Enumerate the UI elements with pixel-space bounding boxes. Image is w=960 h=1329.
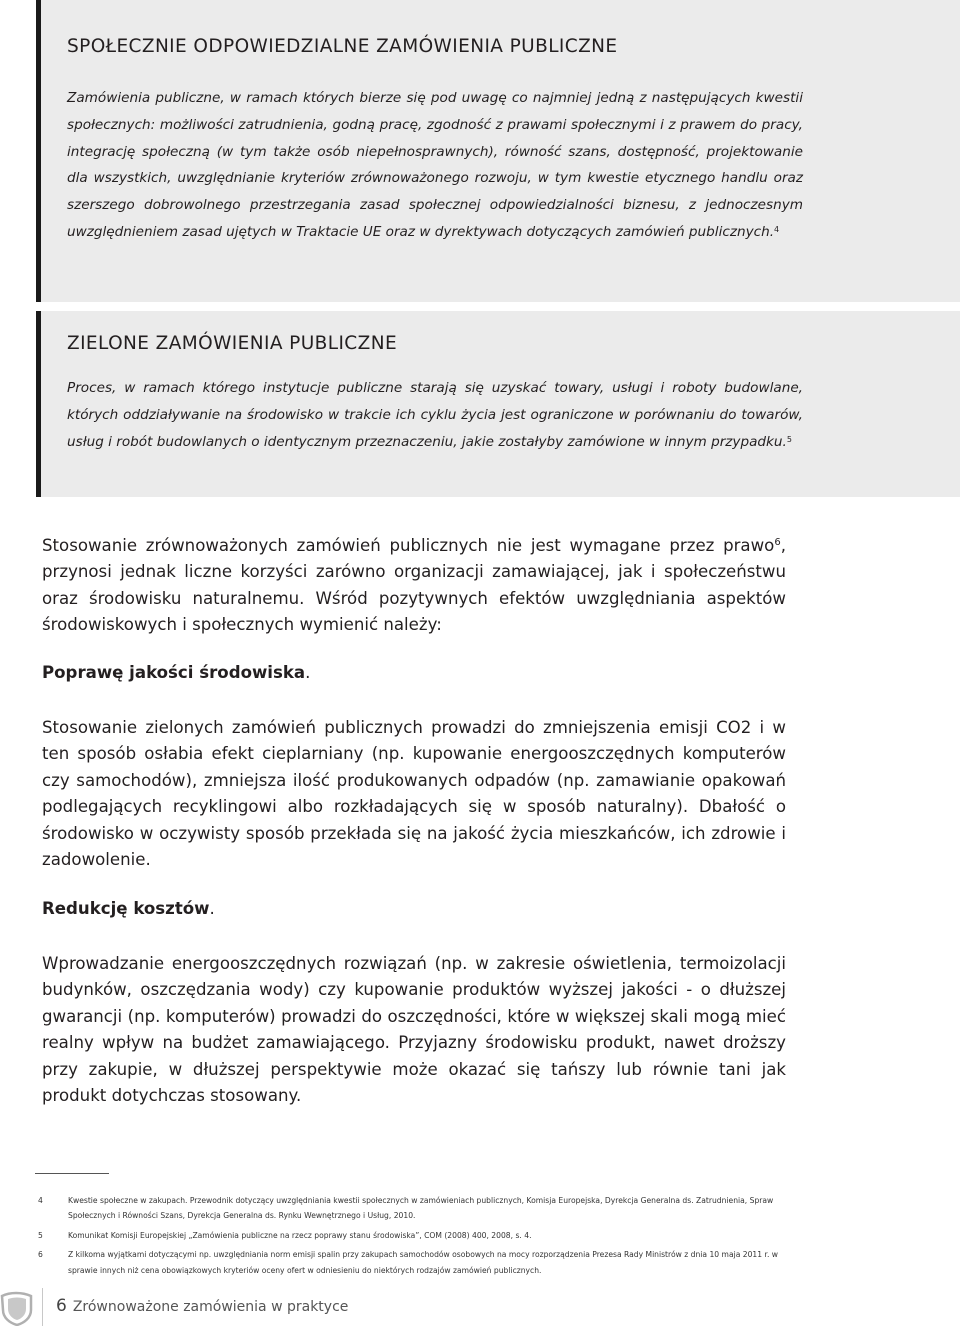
leaf-logo-icon	[0, 1290, 34, 1326]
publication-title: Zrównoważone zamówienia w praktyce	[72, 1299, 349, 1315]
footnote-number: 4	[38, 1196, 43, 1205]
definition-box-green	[36, 311, 960, 497]
box-accent-bar	[36, 311, 41, 497]
footnote-divider	[35, 1173, 109, 1174]
footer-divider	[42, 1288, 43, 1326]
box-accent-bar	[36, 0, 41, 302]
box-title-social: SPOŁECZNIE ODPOWIEDZIALNE ZAMÓWIENIA PUBLICZNE	[67, 36, 618, 57]
page-number: 6	[56, 1296, 67, 1316]
box-text-green-body: Proces, w ramach którego instytucje publiczne starają się uzyskać towary, usługi i roboty budowlane, których oddziaływanie na środowisko w trakcie ich cyklu życia jest ograniczone w porównaniu do towarów, usług i robót budowlanych o identycznym przeznaczeniu, jakie zostałyby zamówione w innym przypadku.	[67, 380, 803, 450]
footnote-number: 6	[38, 1250, 43, 1260]
footnote-text: Kwestie społeczne w zakupach. Przewodnik dotyczący uwzględniania kwestii społecznych w zamówieniach publicznych, Komisja Europejska, Dyrekcja Generalna ds. Zatrudnienia, Spraw Społecznych i Równości Szans, Dyrekcja Generalna ds. Rynku Wewnętrznego i Usług, 2010.	[68, 1196, 774, 1221]
footnote-item	[38, 1193, 790, 1224]
paragraph-costs: Wprowadzanie energooszczędnych rozwiązań (np. w zakresie oświetlenia, termoizolacji budynków, oszczędzania wody) czy kupowanie produktów wyższej jakości - o dłuższej gwarancji (np. komputerów) prowadzi do oszczędności, które w większej skali mogą mieć realny wpływ na budżet zamawiającego. Przyjazny środowisku produkt, nawet droższy przy zakupie, w dłuższej perspektywie może okazać się tańszy lub równie tani jak produkt dotychczas stosowany.	[42, 954, 786, 1106]
footnotes	[38, 1193, 790, 1282]
footnote-text: Z kilkoma wyjątkami dotyczącymi np. uwzględniania norm emisji spalin przy zakupach samochodów osobowych na mocy rozporządzenia Prezesa Rady Ministrów z dnia 10 maja 2011 r. w sprawie innych niż cena obowiązkowych kryteriów oceny ofert w odniesieniu do niektórych rodzajów zamówień publicznych.	[68, 1250, 778, 1275]
footnote-ref-5[interactable]: 5	[786, 434, 792, 444]
box-title-green: ZIELONE ZAMÓWIENIA PUBLICZNE	[67, 333, 398, 354]
footnote-ref-6[interactable]: 6	[774, 537, 781, 548]
box-text-social-body: Zamówienia publiczne, w ramach których bierze się pod uwagę co najmniej jedną z następujących kwestii społecznych: możliwości zatrudnienia, godną pracę, zgodność z prawami społecznymi i z prawem do pracy, integrację społeczną (w tym także osób niepełnosprawnych), równość szans, dostępność, projektowanie dla wszystkich, uwzględnianie kryteriów zrównoważonego rozwoju, w tym kwestie etycznego handlu oraz szerszego dobrowolnego przestrzegania zasad społecznej odpowiedzialności biznesu, z jednoczesnym uwzględnieniem zasad ujętych w Traktacie UE oraz w dyrektywach dotyczących zamówień publicznych.	[67, 90, 803, 240]
paragraph-intro	[42, 533, 786, 639]
page-footer	[56, 1296, 348, 1316]
benefit-heading-environment-text: Poprawę jakości środowiska	[42, 663, 306, 682]
paragraph-environment: Stosowanie zielonych zamówień publicznych prowadzi do zmniejszenia emisji CO2 i w ten sposób osłabia efekt cieplarniany (np. kupowanie energooszczędnych komputerów czy samochodów), zmniejsza ilość produkowanych odpadów (np. zamawianie opakowań podlegających recyklingowi albo rozkładających się w sposób naturalny). Dbałość o środowisko w oczywisty sposób przekłada się na jakość życia mieszkańców, ich zdrowie i zadowolenie.	[42, 718, 786, 870]
footnote-number: 5	[38, 1230, 43, 1240]
benefit-heading-costs: Redukcję kosztów.	[42, 899, 215, 918]
footnote-text: Komunikat Komisji Europejskiej „Zamówienia publiczne na rzecz poprawy stanu środowiska”, COM (2008) 400, 2008, s. 4.	[68, 1230, 532, 1240]
box-text-green	[67, 375, 803, 455]
footnote-item	[38, 1247, 790, 1278]
footnote-item	[38, 1228, 790, 1243]
definition-box-social	[36, 0, 960, 302]
box-text-social	[67, 85, 803, 246]
benefit-heading-environment: Poprawę jakości środowiska.	[42, 663, 311, 682]
benefit-heading-costs-text: Redukcję kosztów	[42, 899, 210, 918]
paragraph-intro-a: Stosowanie zrównoważonych zamówień publicznych nie jest wymagane przez prawo	[42, 536, 775, 555]
paragraph-intro-b: , przynosi jednak liczne korzyści zarówno organizacji zamawiającej, jak i społeczeństwu oraz środowisku naturalnemu. Wśród pozytywnych efektów uwzględniania aspektów środowiskowych i społecznych wymienić należy:	[42, 536, 786, 635]
footnote-ref-4[interactable]: 4	[774, 224, 780, 234]
